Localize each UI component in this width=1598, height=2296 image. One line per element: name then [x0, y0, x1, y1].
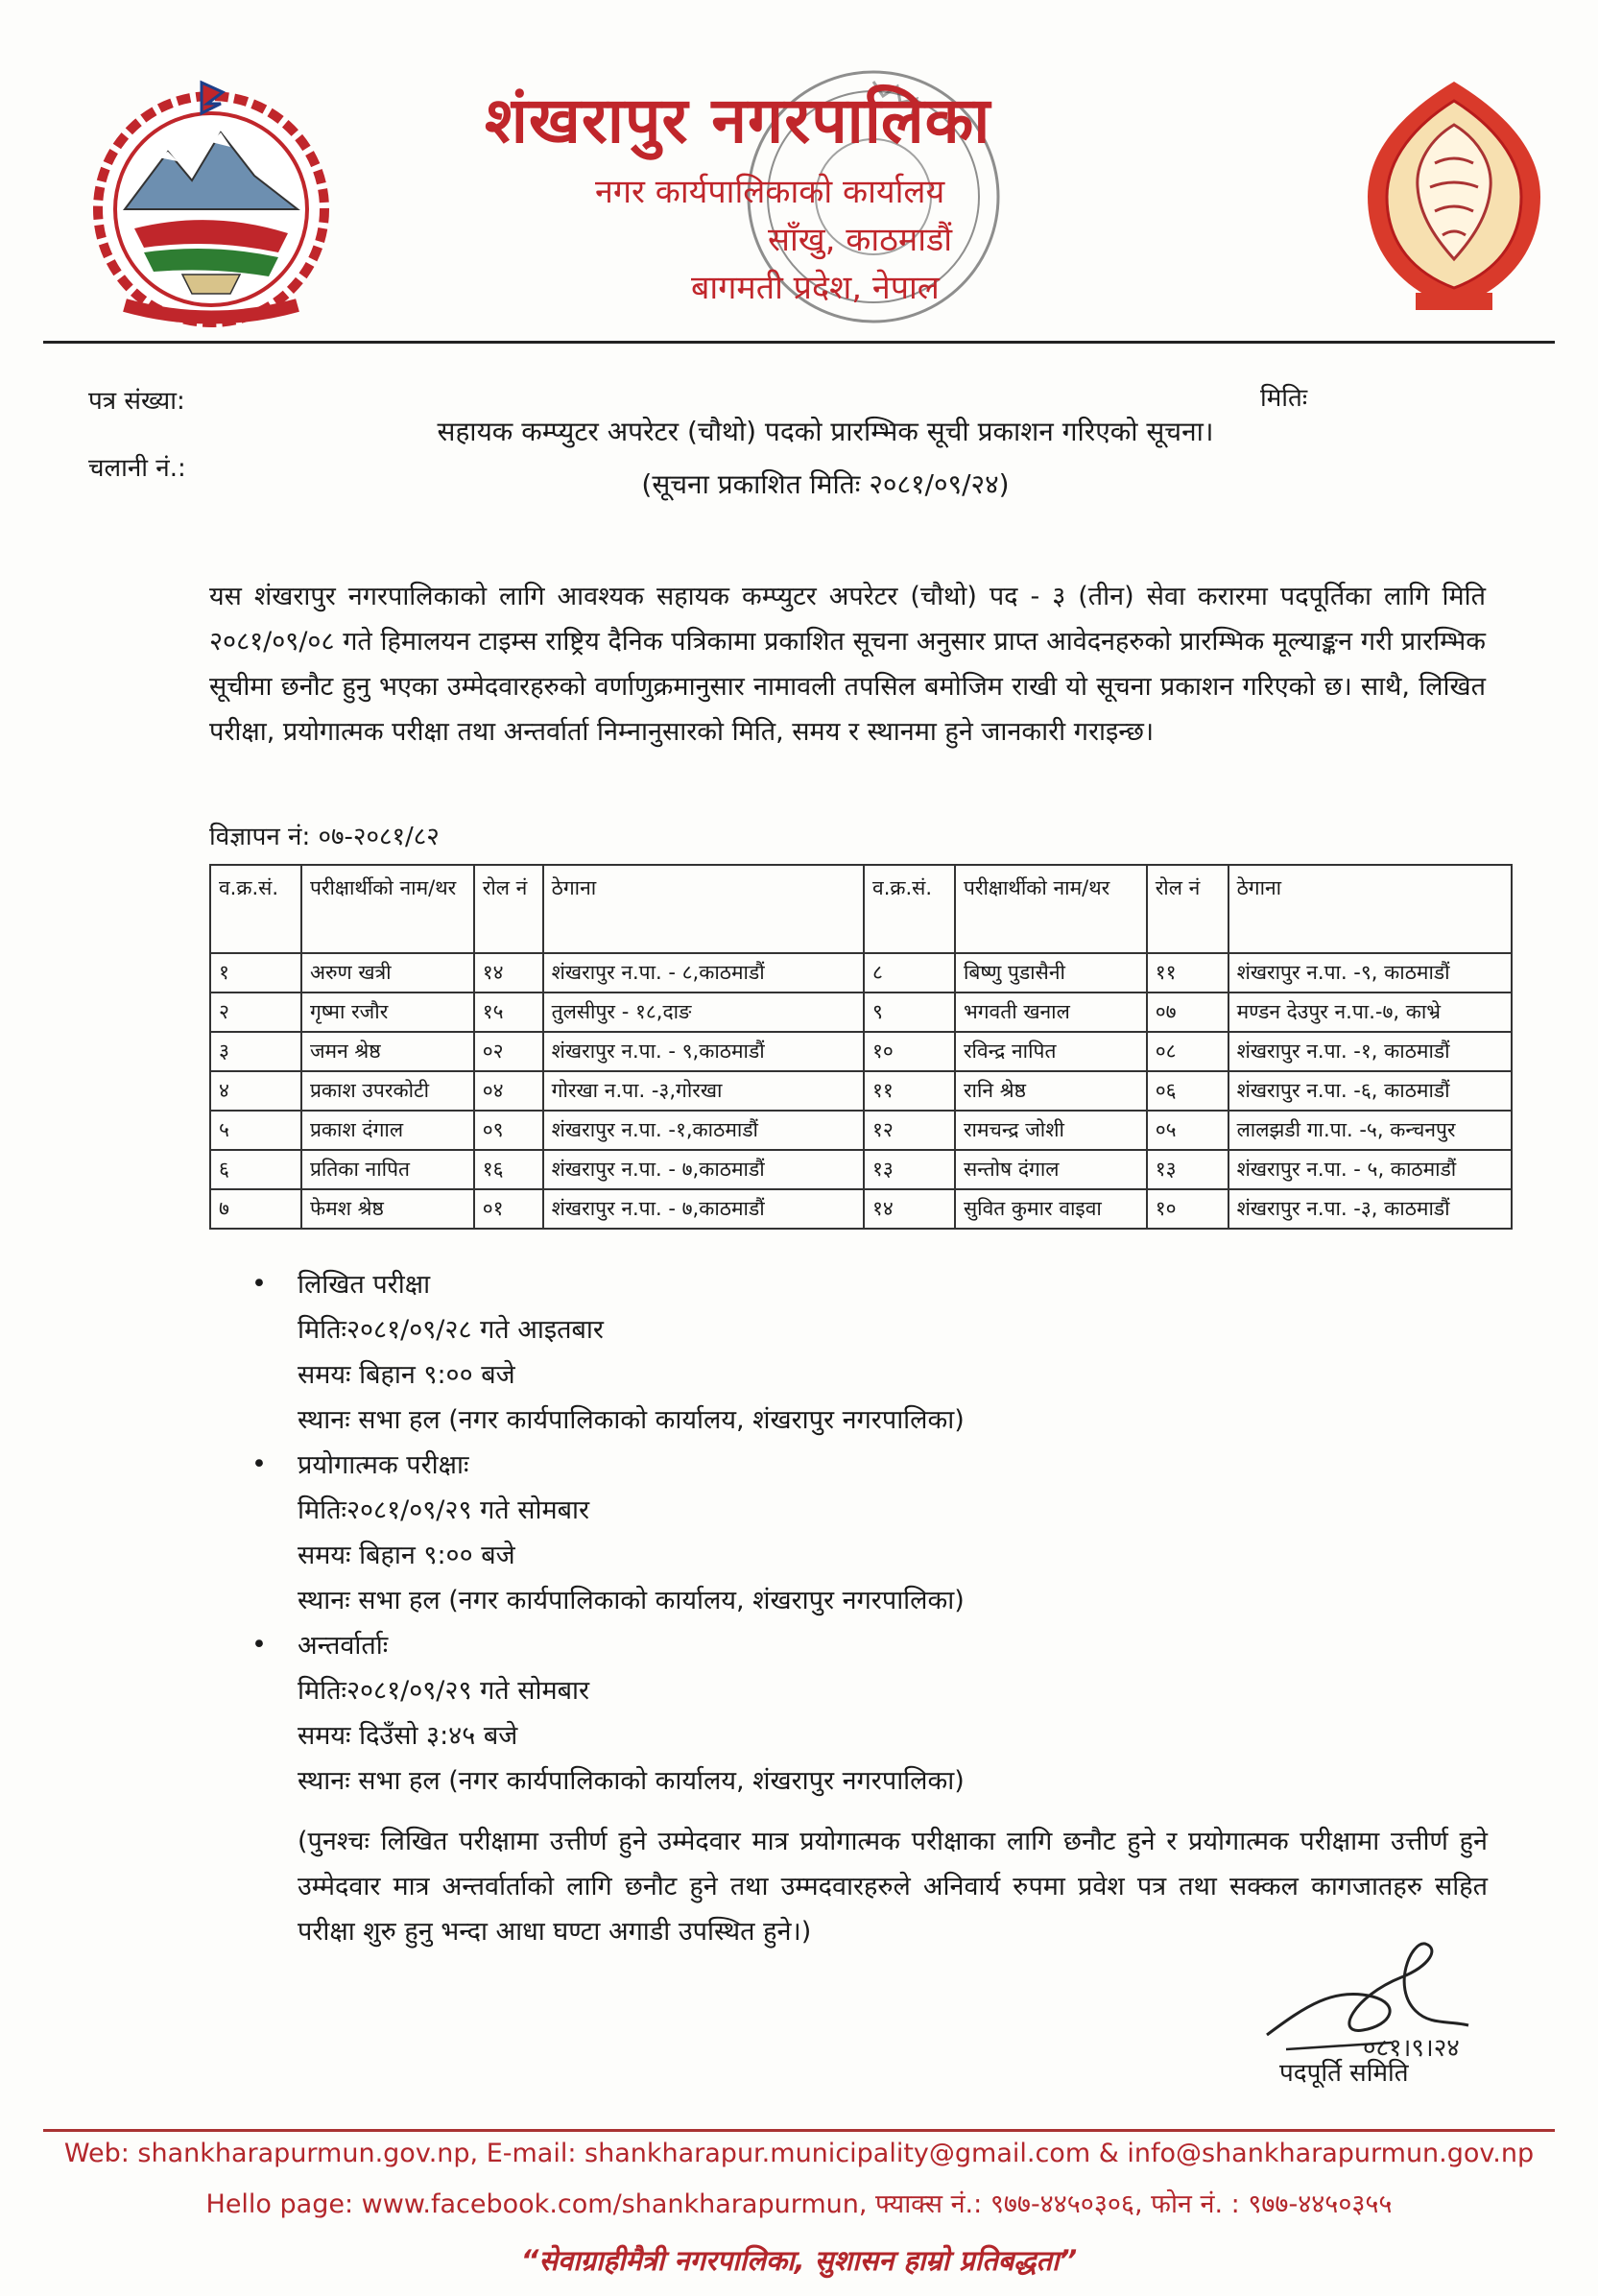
table-cell: शंखरापुर न.पा. - ९,काठमाडौं	[543, 1032, 864, 1071]
table-cell: मण्डन देउपुर न.पा.-७, काभ्रे	[1228, 993, 1512, 1032]
table-cell: लालझडी गा.पा. -५, कन्चनपुर	[1228, 1111, 1512, 1150]
column-header: व.क्र.सं.	[864, 865, 955, 953]
date-label: मितिः	[1260, 384, 1308, 413]
footer-divider	[43, 2129, 1555, 2132]
table-cell: अरुण खत्री	[301, 953, 474, 993]
table-cell: फेमश श्रेष्ठ	[301, 1189, 474, 1229]
column-header: परीक्षार्थीको नाम/थर	[955, 865, 1147, 953]
schedule-time: समयः बिहान ९:०० बजे	[298, 1360, 515, 1390]
table-cell: १०	[864, 1032, 955, 1071]
table-cell: ३	[210, 1032, 301, 1071]
table-cell: रामचन्द्र जोशी	[955, 1111, 1147, 1150]
table-row	[210, 953, 1512, 993]
conch-shell-logo	[1358, 72, 1550, 317]
table-row	[210, 1150, 1512, 1189]
notice-published-date: (सूचना प्रकाशित मितिः २०८१/०९/२४)	[641, 468, 1010, 500]
table-cell: ९	[864, 993, 955, 1032]
column-header: परीक्षार्थीको नाम/थर	[301, 865, 474, 953]
bullet-icon: •	[251, 1449, 267, 1479]
table-cell: ११	[1147, 953, 1228, 993]
signature-date: ०८१।९।२४	[1363, 2034, 1460, 2063]
table-cell: शंखरापुर न.पा. -१,काठमाडौं	[543, 1111, 864, 1150]
table-cell: तुलसीपुर - १८,दाङ	[543, 993, 864, 1032]
candidate-table	[209, 864, 1513, 1230]
column-header: रोल नं	[474, 865, 543, 953]
table-cell: १०	[1147, 1189, 1228, 1229]
schedule-date: मितिः२०८१/०९/२९ गते सोमबार	[298, 1676, 590, 1706]
table-row	[210, 1071, 1512, 1111]
schedule-practical-exam	[298, 1443, 965, 1623]
footer-slogan: “सेवाग्राहीमैत्री नगरपालिका, सुशासन हाम्रो प्रतिबद्धता”	[520, 2244, 1078, 2277]
schedule-date: मितिः२०८१/०९/२८ गते आइतबार	[298, 1315, 604, 1345]
bullet-icon: •	[251, 1630, 267, 1660]
table-cell: प्रतिका नापित	[301, 1150, 474, 1189]
table-cell: गृष्मा रजौर	[301, 993, 474, 1032]
table-cell: बिष्णु पुडासैनी	[955, 953, 1147, 993]
table-cell: १	[210, 953, 301, 993]
dispatch-number-label: चलानी नं.:	[88, 454, 186, 483]
table-cell: शंखरापुर न.पा. - ७,काठमाडौं	[543, 1150, 864, 1189]
table-cell: ७	[210, 1189, 301, 1229]
table-cell: शंखरापुर न.पा. -६, काठमाडौं	[1228, 1071, 1512, 1111]
column-header: रोल नं	[1147, 865, 1228, 953]
table-cell: ०४	[474, 1071, 543, 1111]
office-province: बागमती प्रदेश, नेपाल	[691, 269, 940, 307]
table-cell: भगवती खनाल	[955, 993, 1147, 1032]
schedule-title: लिखित परीक्षा	[298, 1270, 431, 1300]
table-cell: शंखरापुर न.पा. - ८,काठमाडौं	[543, 953, 864, 993]
office-name: नगर कार्यपालिकाको कार्यालय	[595, 173, 945, 211]
schedule-title: अन्तर्वार्ताः	[298, 1631, 389, 1661]
table-cell: २	[210, 993, 301, 1032]
table-cell: प्रकाश उपरकोटी	[301, 1071, 474, 1111]
table-cell: ०२	[474, 1032, 543, 1071]
table-cell: १२	[864, 1111, 955, 1150]
table-cell: १४	[474, 953, 543, 993]
table-row	[210, 1032, 1512, 1071]
table-cell: ५	[210, 1111, 301, 1150]
notice-title: सहायक कम्प्युटर अपरेटर (चौथो) पदको प्रारम्भिक सूची प्रकाशन गरिएको सूचना।	[437, 416, 1214, 447]
signature-mark	[1248, 1929, 1497, 2073]
column-header: ठेगाना	[543, 865, 864, 953]
table-cell: ०१	[474, 1189, 543, 1229]
table-cell: जमन श्रेष्ठ	[301, 1032, 474, 1071]
column-header: ठेगाना	[1228, 865, 1512, 953]
table-cell: गोरखा न.पा. -३,गोरखा	[543, 1071, 864, 1111]
schedule-time: समयः दिउँसो ३:४५ बजे	[298, 1721, 518, 1751]
footer-contact-social-phone: Hello page: www.facebook.com/shankharapurmun, फ्याक्स नं.: ९७७-४४५०३०६, फोन नं. : ९७७-४४५०३५५	[205, 2189, 1393, 2219]
table-cell: ०८	[1147, 1032, 1228, 1071]
table-cell: १३	[1147, 1150, 1228, 1189]
signatory-label: पदपूर्ति समिति	[1279, 2059, 1409, 2088]
table-cell: ०५	[1147, 1111, 1228, 1150]
schedule-time: समयः बिहान ९:०० बजे	[298, 1541, 515, 1570]
table-cell: प्रकाश दंगाल	[301, 1111, 474, 1150]
postscript-note: (पुनश्चः लिखित परीक्षामा उत्तीर्ण हुने उम्मेदवार मात्र प्रयोगात्मक परीक्षाका लागि छनौट हुने र प्रयोगात्मक परीक्षामा उत्तीर्ण हुने उम्मेदवार मात्र अन्तर्वार्ताको लागि छनौट हुने तथा उम्मदवारहरुले अनिवार्य रुपमा प्रवेश पत्र तथा सक्कल कागजातहरु सहित परीक्षा शुरु हुनु भन्दा आधा घण्टा अगाडी उपस्थित हुने।)	[298, 1827, 1488, 1947]
table-cell: ०७	[1147, 993, 1228, 1032]
table-cell: शंखरापुर न.पा. -१, काठमाडौं	[1228, 1032, 1512, 1071]
table-row	[210, 1111, 1512, 1150]
table-row	[210, 1189, 1512, 1229]
table-cell: १५	[474, 993, 543, 1032]
table-cell: ६	[210, 1150, 301, 1189]
table-cell: सन्तोष दंगाल	[955, 1150, 1147, 1189]
column-header: व.क्र.सं.	[210, 865, 301, 953]
table-cell: १४	[864, 1189, 955, 1229]
table-cell: ११	[864, 1071, 955, 1111]
schedule-venue: स्थानः सभा हल (नगर कार्यपालिकाको कार्यालय, शंखरापुर नगरपालिका)	[298, 1405, 965, 1435]
table-cell: शंखरापुर न.पा. - ७,काठमाडौं	[543, 1189, 864, 1229]
office-address: साँखु, काठमाडौं	[768, 221, 953, 259]
table-cell: सुवित कुमार वाइवा	[955, 1189, 1147, 1229]
table-cell: ४	[210, 1071, 301, 1111]
table-cell: रविन्द्र नापित	[955, 1032, 1147, 1071]
table-cell: ०९	[474, 1111, 543, 1150]
schedule-interview	[298, 1623, 965, 1804]
table-header-row	[210, 865, 1512, 953]
table-cell: शंखरापुर न.पा. -९, काठमाडौं	[1228, 953, 1512, 993]
table-cell: ०६	[1147, 1071, 1228, 1111]
schedule-venue: स्थानः सभा हल (नगर कार्यपालिकाको कार्यालय, शंखरापुर नगरपालिका)	[298, 1766, 965, 1796]
schedule-written-exam	[298, 1262, 965, 1443]
nepal-emblem-logo	[86, 65, 336, 334]
table-cell: रानि श्रेष्ठ	[955, 1071, 1147, 1111]
footer-contact-web-email: Web: shankharapurmun.gov.np, E-mail: shankharapur.municipality@gmail.com & info@shankharapurmun.gov.np	[63, 2139, 1535, 2168]
table-cell: १६	[474, 1150, 543, 1189]
schedule-title: प्रयोगात्मक परीक्षाः	[298, 1450, 469, 1480]
table-cell: शंखरापुर न.पा. -३, काठमाडौं	[1228, 1189, 1512, 1229]
schedule-venue: स्थानः सभा हल (नगर कार्यपालिकाको कार्यालय, शंखरापुर नगरपालिका)	[298, 1586, 965, 1615]
header-divider	[43, 341, 1555, 344]
table-cell: शंखरापुर न.पा. - ५, काठमाडौं	[1228, 1150, 1512, 1189]
table-cell: ८	[864, 953, 955, 993]
advertisement-number: विज्ञापन नं: ०७-२०८१/८२	[209, 823, 440, 851]
schedule-date: मितिः२०८१/०९/२९ गते सोमबार	[298, 1495, 590, 1525]
notice-body: यस शंखरापुर नगरपालिकाको लागि आवश्यक सहायक कम्प्युटर अपरेटर (चौथो) पद - ३ (तीन) सेवा करारमा पदपूर्तिका लागि मिति २०८१/०९/०८ गते हिमालयन टाइम्स राष्ट्रिय दैनिक पत्रिकामा प्रकाशित सूचना अनुसार प्राप्त आवेदनहरुको प्रारम्भिक मूल्याङ्कन गरी प्रारम्भिक सूचीमा छनौट हुनु भएका उम्मेदवारहरुको वर्णाणुक्रमानुसार नामावली तपसिल बमोजिम राखी यो सूचना प्रकाशन गरिएको छ। साथै, लिखित परीक्षा, प्रयोगात्मक परीक्षा तथा अन्तर्वार्ता निम्नानुसारको मिति, समय र स्थानमा हुने जानकारी गराइन्छ।	[209, 582, 1486, 747]
bullet-icon: •	[251, 1269, 267, 1299]
municipality-title: शंखरापुर नगरपालिका	[485, 84, 991, 157]
table-row	[210, 993, 1512, 1032]
table-cell: १३	[864, 1150, 955, 1189]
letter-number-label: पत्र संख्या:	[88, 387, 185, 416]
